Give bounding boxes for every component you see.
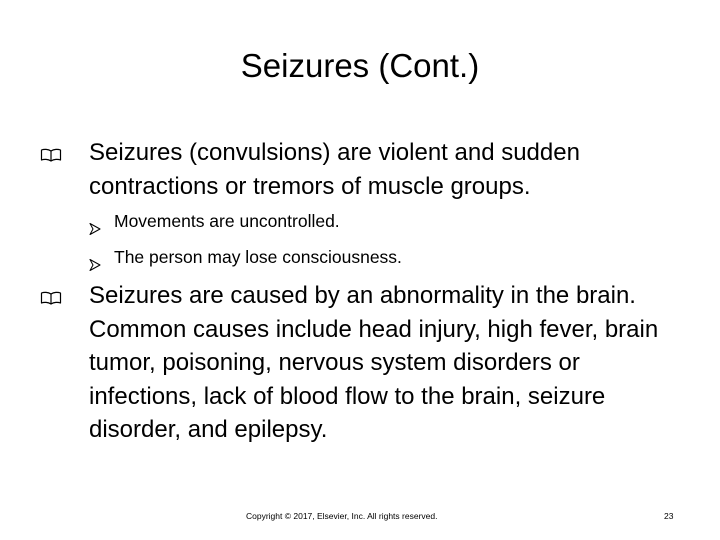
copyright-notice: Copyright © 2017, Elsevier, Inc. All rights reserved. [246,511,438,521]
slide-title: Seizures (Cont.) [240,47,480,84]
arrow-bullet-icon [89,251,101,263]
slide-footer [0,509,720,523]
book-bullet-icon [40,148,62,162]
arrow-bullet-icon [89,215,101,227]
sub-bullet-text-2: The person may lose consciousness. [114,247,402,267]
book-bullet-icon [40,291,62,305]
bullet-text-1: Seizures (convulsions) are violent and sudden contractions or tremors of muscle groups. [89,139,580,200]
bullet-text-2: Seizures are caused by an abnormality in the brain. Common causes include head injury, high fever, brain tumor, poisoning, nervous system disorders or infections, lack of blood flow to the brain, seizure disorder, and epilepsy. [89,282,659,443]
sub-bullet-text-1: Movements are uncontrolled. [114,211,340,231]
page-number: 23 [664,511,674,521]
